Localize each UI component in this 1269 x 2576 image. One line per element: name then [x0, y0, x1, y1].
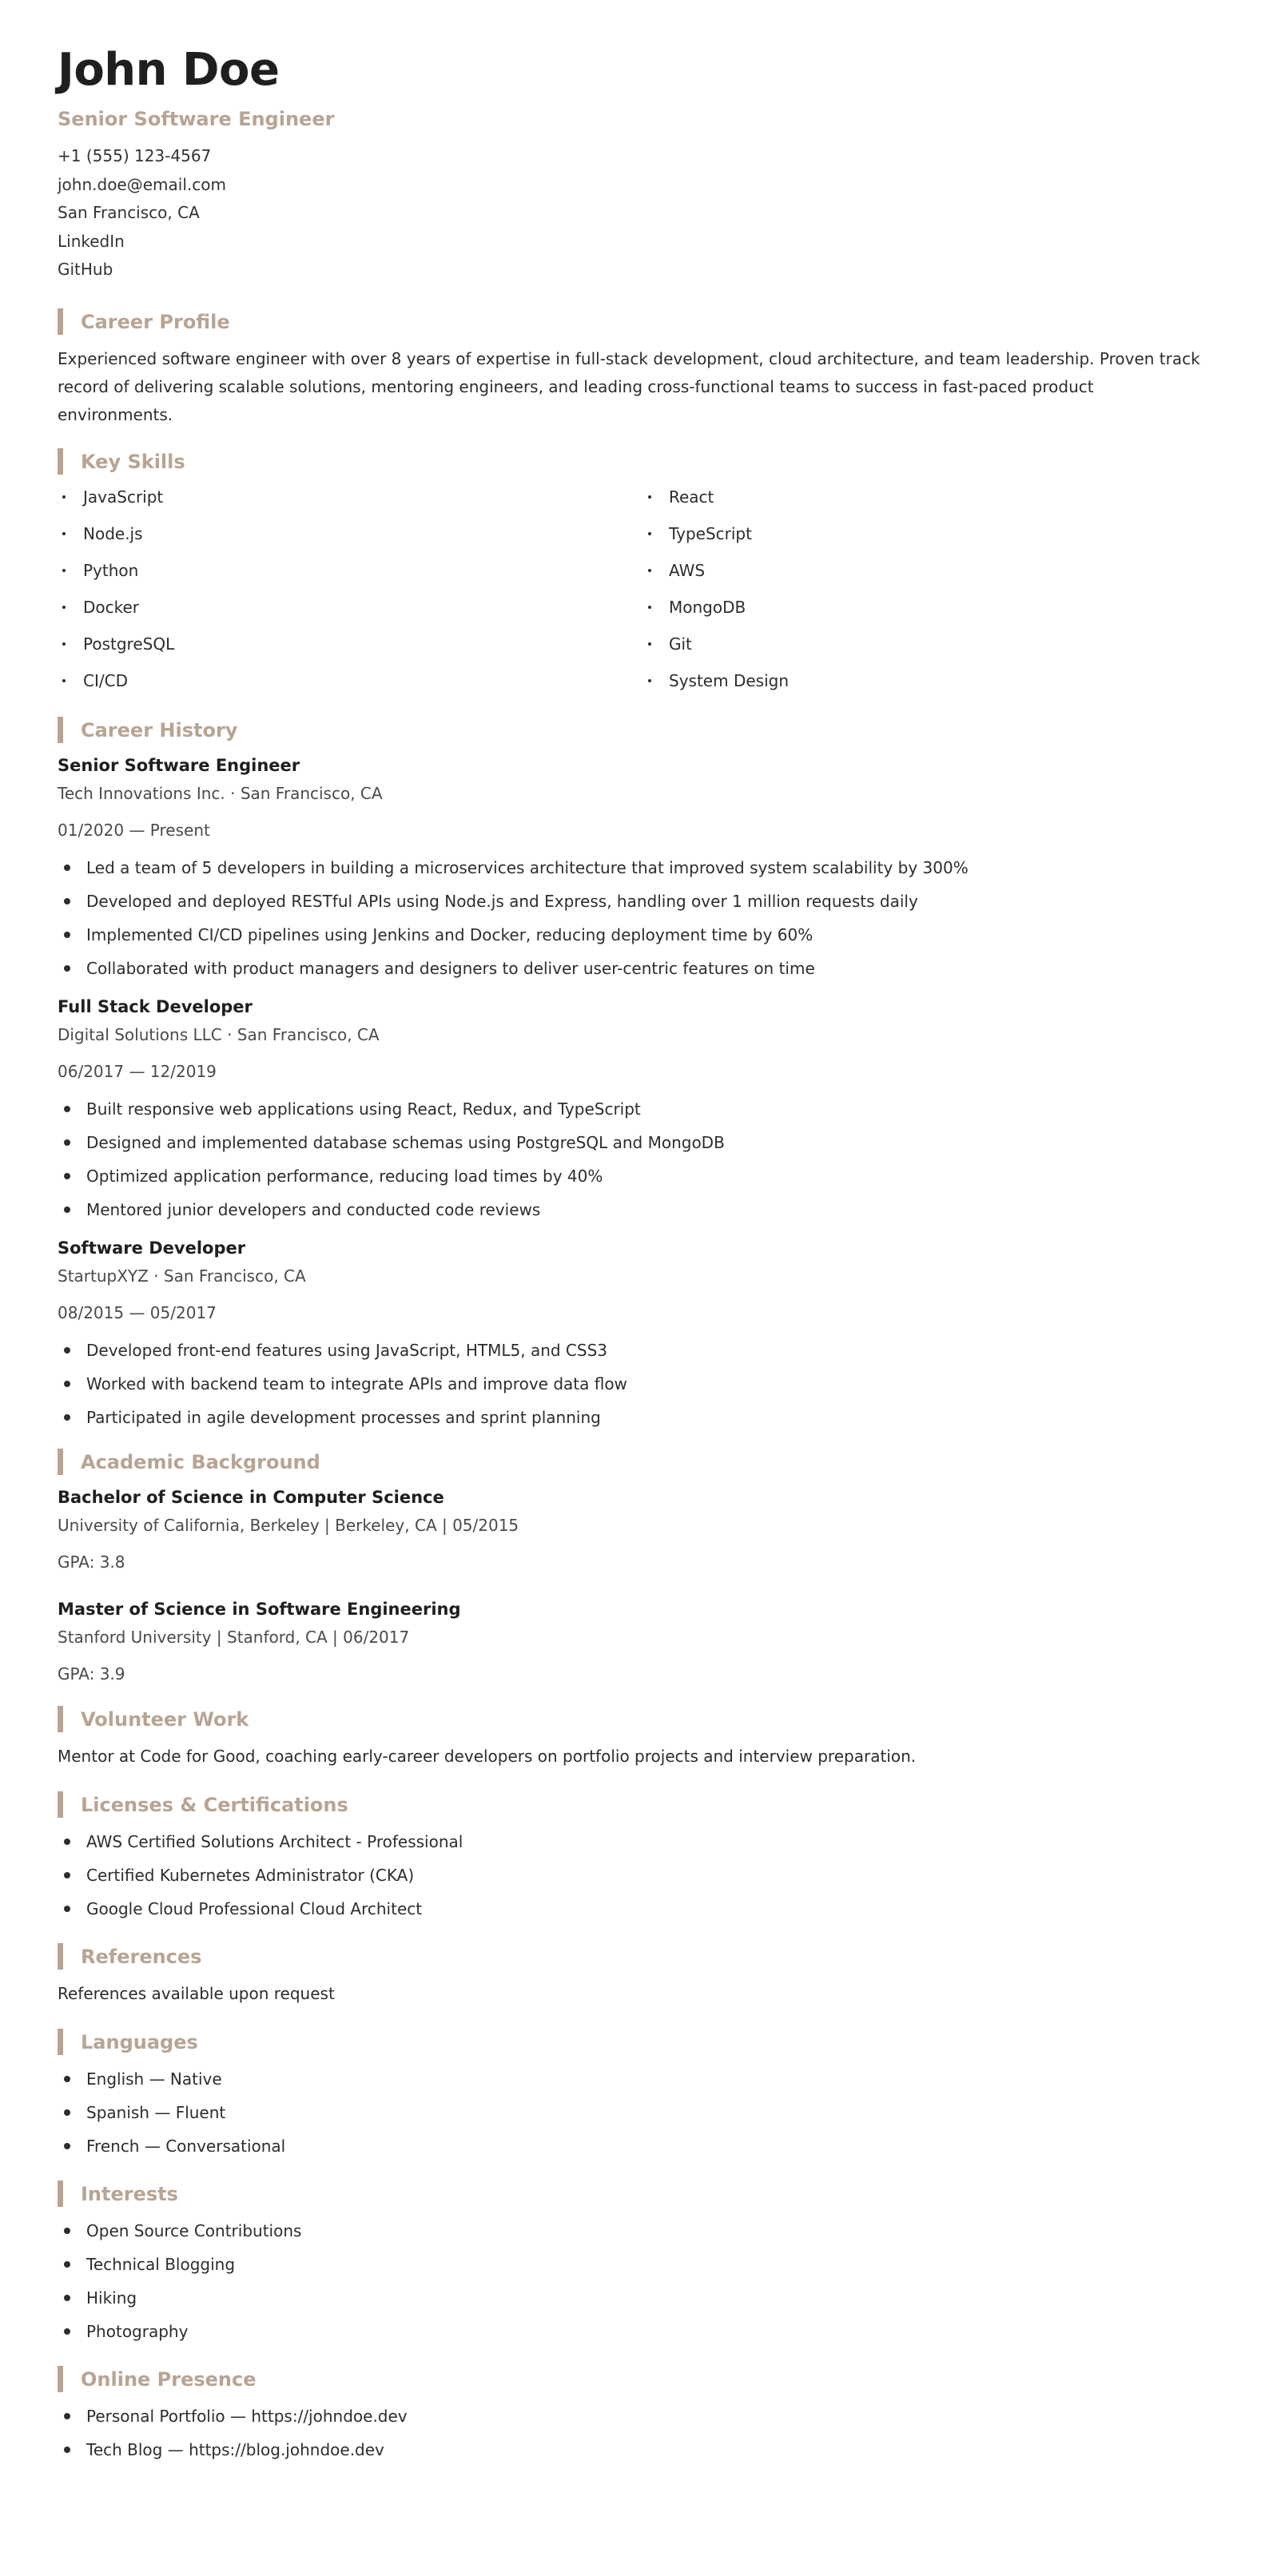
job-dates: 06/2017 — 12/2019: [58, 1061, 217, 1081]
bullet-icon: [64, 1872, 70, 1878]
skill-item: AWS: [643, 552, 1211, 589]
github-link[interactable]: GitHub: [58, 260, 113, 279]
bullet-icon: [648, 642, 651, 646]
bullet-icon: [64, 2228, 70, 2234]
section-accent-bar: [58, 2029, 63, 2055]
list-item: Mentored junior developers and conducted code reviews: [58, 1193, 1211, 1226]
list-item: Led a team of 5 developers in building a microservices architecture that improved system scalability by 300%: [58, 851, 1211, 885]
bullet-icon: [64, 932, 70, 938]
job-bullets: [58, 851, 1211, 985]
section-key-skills: [58, 448, 1211, 475]
skill-item: Node.js: [58, 515, 643, 552]
phone: +1 (555) 123-4567: [58, 146, 212, 165]
list-item: Built responsive web applications using React, Redux, and TypeScript: [58, 1092, 1211, 1126]
bullet-icon: [64, 2109, 70, 2116]
section-heading: Academic Background: [81, 1450, 320, 1473]
online-presence-list: [58, 2399, 1211, 2467]
bullet-icon: [64, 2447, 70, 2453]
education-entry: [58, 1596, 1211, 1688]
bullet-icon: [64, 1173, 70, 1179]
job-company: StartupXYZ · San Francisco, CA: [58, 1266, 306, 1286]
certifications-list: [58, 1825, 1211, 1926]
career-profile-text: Experienced software engineer with over 8 years of expertise in full-stack development, cloud architecture, and team leadership. Proven track record of delivering scalable solutions, mentoring engineers, and leading cross-functional teams to success in fast-paced product environments.: [58, 348, 1200, 424]
list-item: Hiking: [58, 2281, 1211, 2315]
bullet-icon: [64, 2413, 70, 2419]
section-career-history: [58, 717, 1211, 744]
section-volunteer-work: [58, 1706, 1211, 1733]
bullet-icon: [64, 2295, 70, 2301]
job-entry: [58, 752, 1211, 985]
school-meta: Stanford University | Stanford, CA | 06/2017: [58, 1627, 410, 1647]
bullet-icon: [62, 606, 66, 609]
bullet-icon: [648, 679, 651, 682]
blog-link[interactable]: Tech Blog — https://blog.johndoe.dev: [58, 2433, 1211, 2467]
bullet-icon: [64, 1139, 70, 1146]
bullet-icon: [648, 532, 651, 535]
bullet-icon: [64, 965, 70, 972]
job-dates: 01/2020 — Present: [58, 820, 210, 840]
job-company: Digital Solutions LLC · San Francisco, CA: [58, 1024, 380, 1044]
skill-item: TypeScript: [643, 515, 1211, 552]
list-item: Developed front-end features using JavaScript, HTML5, and CSS3: [58, 1334, 1211, 1367]
bullet-icon: [64, 1381, 70, 1387]
section-accent-bar: [58, 1791, 63, 1818]
location: San Francisco, CA: [58, 203, 200, 222]
list-item: Participated in agile development processes and sprint planning: [58, 1401, 1211, 1434]
bullet-icon: [64, 2328, 70, 2335]
job-entry: [58, 993, 1211, 1226]
bullet-icon: [64, 1839, 70, 1845]
skill-item: System Design: [643, 662, 1211, 699]
list-item: Worked with backend team to integrate APIs and improve data flow: [58, 1367, 1211, 1401]
section-heading: Volunteer Work: [81, 1707, 249, 1731]
job-dates: 08/2015 — 05/2017: [58, 1302, 217, 1322]
list-item: AWS Certified Solutions Architect - Professional: [58, 1825, 1211, 1858]
school-meta: University of California, Berkeley | Berkeley, CA | 05/2015: [58, 1515, 519, 1535]
bullet-icon: [64, 2143, 70, 2149]
section-certifications: [58, 1791, 1211, 1819]
candidate-name: John Doe: [58, 44, 280, 96]
list-item: English — Native: [58, 2062, 1211, 2096]
languages-list: [58, 2062, 1211, 2163]
linkedin-link[interactable]: LinkedIn: [58, 231, 125, 251]
job-title: Full Stack Developer: [58, 996, 253, 1016]
section-heading: Languages: [81, 2030, 198, 2053]
bullet-icon: [648, 606, 651, 609]
skill-item: Git: [643, 626, 1211, 662]
section-interests: [58, 2180, 1211, 2208]
section-heading: Licenses & Certifications: [81, 1793, 348, 1816]
section-heading: Career Profile: [81, 310, 230, 333]
job-entry: [58, 1234, 1211, 1434]
job-title: Software Developer: [58, 1238, 246, 1258]
bullet-icon: [64, 1347, 70, 1354]
section-accent-bar: [58, 2366, 63, 2392]
list-item: Certified Kubernetes Administrator (CKA): [58, 1858, 1211, 1892]
bullet-icon: [64, 1207, 70, 1213]
portfolio-link[interactable]: Personal Portfolio — https://johndoe.dev: [58, 2399, 1211, 2433]
list-item: Developed and deployed RESTful APIs using Node.js and Express, handling over 1 million requests daily: [58, 885, 1211, 918]
bullet-icon: [62, 569, 66, 572]
skill-item: PostgreSQL: [58, 626, 643, 662]
list-item: Implemented CI/CD pipelines using Jenkins and Docker, reducing deployment time by 60%: [58, 918, 1211, 952]
degree: Master of Science in Software Engineering: [58, 1599, 461, 1619]
bullet-icon: [62, 642, 66, 646]
list-item: Google Cloud Professional Cloud Architect: [58, 1892, 1211, 1926]
list-item: Technical Blogging: [58, 2248, 1211, 2281]
list-item: Open Source Contributions: [58, 2214, 1211, 2248]
section-heading: Career History: [81, 718, 238, 741]
list-item: Spanish — Fluent: [58, 2096, 1211, 2129]
section-accent-bar: [58, 308, 63, 335]
education-entry: [58, 1484, 1211, 1576]
skill-item: React: [643, 479, 1211, 515]
section-accent-bar: [58, 448, 63, 475]
job-company: Tech Innovations Inc. · San Francisco, CA: [58, 783, 383, 803]
list-item: French — Conversational: [58, 2129, 1211, 2163]
bullet-icon: [64, 898, 70, 904]
bullet-icon: [62, 679, 66, 682]
bullet-icon: [64, 2076, 70, 2082]
bullet-icon: [62, 532, 66, 535]
job-bullets: [58, 1092, 1211, 1226]
list-item: Collaborated with product managers and designers to deliver user-centric features on time: [58, 952, 1211, 985]
skill-item: Docker: [58, 589, 643, 626]
job-bullets: [58, 1334, 1211, 1434]
section-academic-background: [58, 1449, 1211, 1476]
section-heading: References: [81, 1945, 202, 1968]
job-title: Senior Software Engineer: [58, 755, 300, 775]
bullet-icon: [648, 569, 651, 572]
bullet-icon: [62, 495, 66, 499]
skill-item: JavaScript: [58, 479, 643, 515]
references-text: References available upon request: [58, 1983, 335, 2003]
bullet-icon: [64, 1906, 70, 1912]
skill-item: Python: [58, 552, 643, 589]
gpa: GPA: 3.9: [58, 1664, 125, 1684]
section-heading: Interests: [81, 2182, 178, 2205]
contact-info: [58, 142, 1211, 284]
section-career-profile: [58, 308, 1211, 336]
section-heading: Online Presence: [81, 2367, 257, 2391]
section-online-presence: [58, 2366, 1211, 2393]
section-references: [58, 1943, 1211, 1970]
gpa: GPA: 3.8: [58, 1552, 125, 1572]
degree: Bachelor of Science in Computer Science: [58, 1487, 444, 1507]
section-accent-bar: [58, 2180, 63, 2207]
bullet-icon: [64, 1106, 70, 1112]
skill-item: CI/CD: [58, 662, 643, 699]
bullet-icon: [648, 495, 651, 499]
bullet-icon: [64, 865, 70, 871]
email: john.doe@email.com: [58, 174, 226, 194]
section-languages: [58, 2029, 1211, 2056]
section-accent-bar: [58, 1943, 63, 1970]
volunteer-text: Mentor at Code for Good, coaching early-career developers on portfolio projects and interview preparation.: [58, 1746, 917, 1766]
section-accent-bar: [58, 1449, 63, 1475]
section-accent-bar: [58, 1706, 63, 1732]
list-item: Photography: [58, 2315, 1211, 2348]
interests-list: [58, 2214, 1211, 2348]
list-item: Optimized application performance, reducing load times by 40%: [58, 1159, 1211, 1193]
section-accent-bar: [58, 717, 63, 743]
skill-item: MongoDB: [643, 589, 1211, 626]
skills-grid: [58, 479, 1211, 699]
section-heading: Key Skills: [81, 450, 185, 473]
bullet-icon: [64, 1414, 70, 1421]
bullet-icon: [64, 2261, 70, 2268]
candidate-title: Senior Software Engineer: [58, 108, 335, 130]
list-item: Designed and implemented database schemas using PostgreSQL and MongoDB: [58, 1126, 1211, 1159]
